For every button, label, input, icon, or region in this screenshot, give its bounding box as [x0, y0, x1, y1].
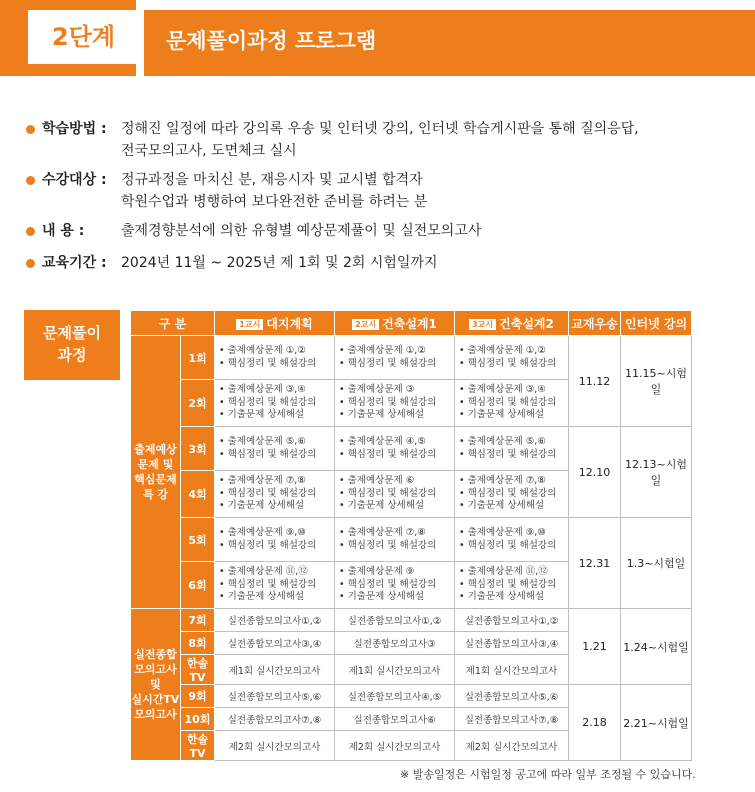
category-line: 및 — [150, 678, 161, 691]
info-list — [26, 118, 639, 274]
stage-label: 2단계 — [28, 10, 136, 64]
lecture-cell — [335, 518, 455, 562]
lecture-line: • 출제예상문제 ⑪,⑫ — [459, 566, 548, 578]
mock-exam-cell: 실전종합모의고사⑦,⑧ — [215, 708, 335, 731]
lecture-cell — [215, 562, 335, 609]
session-cell: 7회 — [181, 609, 215, 632]
lecture-cell — [335, 562, 455, 609]
session-cell: 1회 — [181, 336, 215, 380]
lecture-line: • 출제예상문제 ⑤,⑥ — [459, 436, 546, 447]
online-period: 1.3~시험일 — [621, 518, 692, 609]
lecture-cell — [215, 471, 335, 518]
table-header-row — [131, 311, 692, 336]
mock-exam-cell: 실전종합모의고사③,④ — [455, 632, 569, 655]
lecture-cell — [335, 380, 455, 427]
session-cell: 6회 — [181, 562, 215, 609]
lecture-line: • 기출문제 상세해설 — [219, 500, 305, 512]
lecture-line: • 출제예상문제 ⑦,⑧ — [339, 527, 426, 538]
header-period-2 — [335, 311, 455, 336]
lecture-line: • 기출문제 상세해설 — [219, 409, 305, 421]
lecture-cell — [335, 336, 455, 380]
category-cell-mock — [131, 609, 181, 761]
bullet-dot-icon — [26, 176, 35, 185]
info-item-period — [26, 252, 639, 274]
lecture-line: • 핵심정리 및 해설강의 — [219, 396, 317, 408]
mock-exam-cell: 제1회 실시간모의고사 — [455, 655, 569, 685]
lecture-line: • 핵심정리 및 해설강의 — [459, 487, 557, 499]
lecture-line: • 기출문제 상세해설 — [459, 409, 545, 421]
lecture-line: • 출제예상문제 ⑦,⑧ — [459, 475, 546, 487]
table-row — [131, 609, 692, 632]
info-item-target — [26, 169, 639, 213]
session-cell: 한솔TV — [181, 655, 215, 685]
period-tag: 3교시 — [469, 319, 496, 330]
info-content — [121, 118, 639, 162]
lecture-line: • 기출문제 상세해설 — [459, 591, 545, 603]
table-row — [131, 685, 692, 708]
lecture-line: • 출제예상문제 ①,② — [219, 345, 306, 356]
lecture-cell — [335, 427, 455, 471]
info-item-method — [26, 118, 639, 162]
header-online: 인터넷 강의 — [621, 311, 692, 336]
info-label: 학습방법 : — [42, 121, 107, 137]
lecture-line: • 출제예상문제 ③,④ — [219, 384, 306, 396]
lecture-cell — [455, 471, 569, 518]
bullet-dot-icon — [26, 227, 35, 236]
lecture-line: • 출제예상문제 ①,② — [339, 345, 426, 356]
lecture-line: • 핵심정리 및 해설강의 — [459, 539, 557, 551]
lecture-line: • 출제예상문제 ⑦,⑧ — [219, 475, 306, 487]
category-cell-special — [131, 336, 181, 609]
info-line: 정규과정을 마치신 분, 재응시자 및 교시별 합격자 — [121, 172, 423, 188]
table-row — [131, 336, 692, 380]
category-line: 실시간TV — [131, 693, 180, 706]
schedule-table — [130, 310, 692, 761]
lecture-line: • 핵심정리 및 해설강의 — [219, 539, 317, 551]
mock-exam-cell: 실전종합모의고사①,② — [335, 609, 455, 632]
info-line: 2024년 11월 ~ 2025년 제 1회 및 2회 시험일까지 — [121, 255, 438, 271]
lecture-line: • 핵심정리 및 해설강의 — [219, 487, 317, 499]
info-content — [121, 252, 438, 274]
bullet-dot-icon — [26, 125, 35, 134]
category-line: 실전종합 — [134, 648, 177, 661]
lecture-cell — [335, 471, 455, 518]
lecture-line: • 핵심정리 및 해설강의 — [339, 539, 437, 551]
lecture-line: • 기출문제 상세해설 — [339, 591, 425, 603]
mock-exam-cell: 실전종합모의고사⑦,⑧ — [455, 708, 569, 731]
session-cell: 10회 — [181, 708, 215, 731]
lecture-line: • 출제예상문제 ③,④ — [459, 384, 546, 396]
lecture-line: • 핵심정리 및 해설강의 — [339, 578, 437, 590]
lecture-line: • 출제예상문제 ⑥ — [339, 475, 415, 487]
mail-date: 12.31 — [569, 518, 621, 609]
lecture-line: • 핵심정리 및 해설강의 — [459, 396, 557, 408]
mock-exam-cell: 실전종합모의고사③,④ — [215, 632, 335, 655]
period-tag: 2교시 — [352, 319, 379, 330]
lecture-line: • 출제예상문제 ⑪,⑫ — [219, 566, 308, 578]
course-side-tab — [24, 310, 120, 380]
session-cell: 한솔TV — [181, 731, 215, 761]
online-period: 11.15~시험일 — [621, 336, 692, 427]
table-row — [131, 518, 692, 562]
category-line: 문제 및 — [137, 458, 174, 471]
category-line: 특 강 — [142, 488, 169, 501]
lecture-cell — [215, 427, 335, 471]
mock-exam-cell: 실전종합모의고사⑤,⑥ — [455, 685, 569, 708]
lecture-line: • 출제예상문제 ④,⑤ — [339, 436, 426, 447]
info-line: 전국모의고사, 도면체크 실시 — [121, 143, 297, 159]
lecture-line: • 핵심정리 및 해설강의 — [459, 448, 557, 460]
lecture-line: • 핵심정리 및 해설강의 — [219, 578, 317, 590]
table-row — [131, 427, 692, 471]
lecture-cell — [455, 518, 569, 562]
session-cell: 3회 — [181, 427, 215, 471]
page-title: 문제풀이과정 프로그램 — [144, 10, 755, 76]
info-content — [121, 169, 427, 213]
info-label: 교육기간 : — [42, 255, 107, 271]
mock-exam-cell: 제2회 실시간모의고사 — [335, 731, 455, 761]
lecture-cell — [215, 336, 335, 380]
category-line: 핵심문제 — [134, 473, 177, 486]
category-line: 모의고사 — [134, 708, 177, 721]
lecture-line: • 출제예상문제 ⑨,⑩ — [459, 527, 546, 538]
info-content — [121, 220, 481, 242]
lecture-line: • 핵심정리 및 해설강의 — [339, 487, 437, 499]
lecture-line: • 출제예상문제 ⑨ — [339, 566, 415, 578]
header-gubun: 구 분 — [131, 311, 215, 336]
info-line: 학원수업과 병행하여 보다완전한 준비를 하려는 분 — [121, 194, 428, 210]
mail-date: 12.10 — [569, 427, 621, 518]
session-cell: 8회 — [181, 632, 215, 655]
mock-exam-cell: 실전종합모의고사①,② — [455, 609, 569, 632]
session-cell: 2회 — [181, 380, 215, 427]
info-line: 정해진 일정에 따라 강의록 우송 및 인터넷 강의, 인터넷 학습게시판을 통해 질의응답, — [121, 121, 639, 137]
mock-exam-cell: 제2회 실시간모의고사 — [455, 731, 569, 761]
lecture-line: • 기출문제 상세해설 — [459, 500, 545, 512]
mail-date: 1.21 — [569, 609, 621, 685]
period-tag: 1교시 — [236, 319, 263, 330]
lecture-line: • 출제예상문제 ⑤,⑥ — [219, 436, 306, 447]
lecture-line: • 기출문제 상세해설 — [219, 591, 305, 603]
online-period: 2.21~시험일 — [621, 685, 692, 761]
lecture-line: • 출제예상문제 ⑨,⑩ — [219, 527, 306, 538]
lecture-cell — [215, 518, 335, 562]
lecture-line: • 핵심정리 및 해설강의 — [459, 357, 557, 369]
online-period: 1.24~시험일 — [621, 609, 692, 685]
mail-date: 2.18 — [569, 685, 621, 761]
mock-exam-cell: 실전종합모의고사③ — [335, 632, 455, 655]
info-label: 내 용 : — [42, 223, 85, 239]
category-line: 모의고사 — [134, 663, 177, 676]
lecture-cell — [455, 562, 569, 609]
category-line: 출제예상 — [134, 443, 177, 456]
session-cell: 4회 — [181, 471, 215, 518]
info-label: 수강대상 : — [42, 172, 107, 188]
info-line: 출제경향분석에 의한 유형별 예상문제풀이 및 실전모의고사 — [121, 223, 482, 239]
side-tab-line: 과정 — [57, 346, 87, 364]
mock-exam-cell: 실전종합모의고사④,⑤ — [335, 685, 455, 708]
lecture-line: • 기출문제 상세해설 — [339, 409, 425, 421]
lecture-line: • 출제예상문제 ③ — [339, 384, 415, 396]
lecture-line: • 핵심정리 및 해설강의 — [219, 448, 317, 460]
lecture-cell — [455, 427, 569, 471]
lecture-line: • 핵심정리 및 해설강의 — [219, 357, 317, 369]
mock-exam-cell: 제1회 실시간모의고사 — [335, 655, 455, 685]
mock-exam-cell: 실전종합모의고사①,② — [215, 609, 335, 632]
lecture-cell — [455, 380, 569, 427]
side-tab-line: 문제풀이 — [43, 324, 101, 342]
bullet-dot-icon — [26, 259, 35, 268]
lecture-cell — [455, 336, 569, 380]
session-cell: 9회 — [181, 685, 215, 708]
mail-date: 11.12 — [569, 336, 621, 427]
header-mail: 교재우송 — [569, 311, 621, 336]
stage-badge — [0, 0, 136, 76]
header-label: 건축설계2 — [499, 316, 554, 331]
header-label: 건축설계1 — [382, 316, 437, 331]
mock-exam-cell: 제2회 실시간모의고사 — [215, 731, 335, 761]
info-item-content — [26, 220, 639, 242]
lecture-line: • 핵심정리 및 해설강의 — [339, 357, 437, 369]
header-period-3 — [455, 311, 569, 336]
footnote: ※ 발송일정은 시험일정 공고에 따라 일부 조정될 수 있습니다. — [400, 768, 696, 781]
lecture-line: • 출제예상문제 ①,② — [459, 345, 546, 356]
lecture-line: • 기출문제 상세해설 — [339, 500, 425, 512]
online-period: 12.13~시험일 — [621, 427, 692, 518]
mock-exam-cell: 실전종합모의고사⑤,⑥ — [215, 685, 335, 708]
header-period-1 — [215, 311, 335, 336]
lecture-line: • 핵심정리 및 해설강의 — [459, 578, 557, 590]
lecture-line: • 핵심정리 및 해설강의 — [339, 396, 437, 408]
session-cell: 5회 — [181, 518, 215, 562]
lecture-line: • 핵심정리 및 해설강의 — [339, 448, 437, 460]
mock-exam-cell: 실전종합모의고사⑥ — [335, 708, 455, 731]
header-label: 대지계획 — [266, 316, 313, 331]
lecture-cell — [215, 380, 335, 427]
mock-exam-cell: 제1회 실시간모의고사 — [215, 655, 335, 685]
